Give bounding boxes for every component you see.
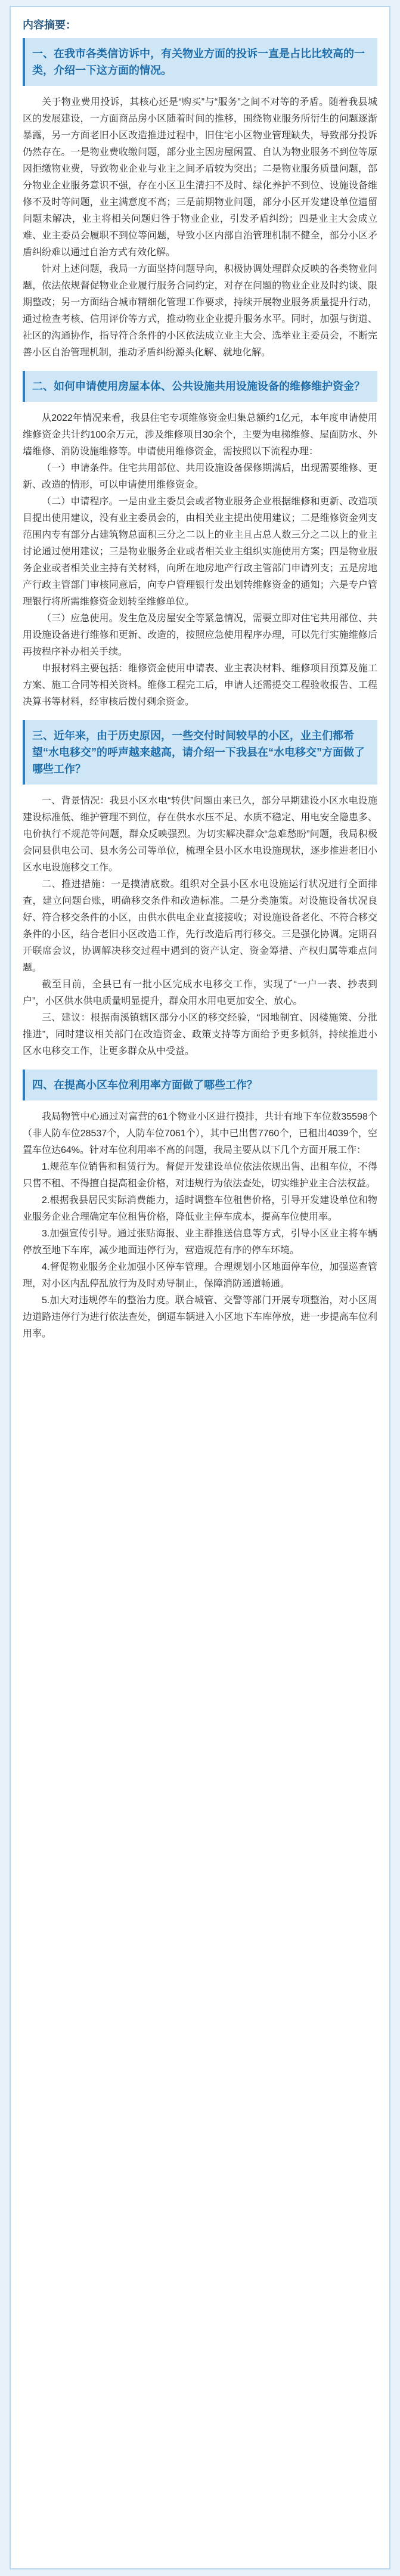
summary-label: 内容摘要： (23, 19, 76, 31)
content-card (10, 6, 390, 2569)
paragraph: 3.加强宣传引导。通过张贴海报、业主群推送信息等方式，引导小区业主将车辆停放至地下车库，减少地面违停行为，营造规范有序的停车环境。 (23, 1229, 377, 1256)
paragraph: 关于物业费用投诉，其核心还是“购买”与“服务”之间不对等的矛盾。随着我县城区的发展建设，一方面商品房小区随着时间的推移，围绕物业服务所衍生的问题逐渐暴露，另一方面老旧小区改造推进过程中，旧住宅小区物业管理缺失，导致部分投诉仍然存在。一是物业费收缴问题，部分业主因房屋闲置、自认为物业服务不到位等原因拒缴物业费，导致物业企业与业主之间矛盾较为突出；二是物业服务质量问题，部分物业企业服务意识不强，存在小区卫生清扫不及时、绿化养护不到位、设施设备维修不及时等问题，业主满意度不高；三是前期物业问题，部分小区开发建设单位遗留问题未解决，业主将相关问题归咎于物业企业，引发矛盾纠纷；四是业主大会成立难、业主委员会履职不到位等问题，导致小区内部自治管理机制不健全，部分小区矛盾纠纷难以通过自治方式有效化解。 (23, 97, 377, 258)
paragraph: （三）应急使用。发生危及房屋安全等紧急情况，需要立即对住宅共用部位、共用设施设备进行维修和更新、改造的，按照应急使用程序办理，可以先行实施维修后再按程序补办相关手续。 (23, 613, 377, 657)
paragraph: 一、背景情况：我县小区水电“转供”问题由来已久，部分早期建设小区水电设施建设标准低、维护管理不到位，存在供水水压不足、水质不稳定、用电安全隐患多、电价执行不规范等问题，群众反映强烈。为切实解决群众“急难愁盼”问题，我局积极会同县供电公司、县水务公司等单位，梳理全县小区水电设施现状，逐步推进老旧小区水电设施移交工作。 (23, 796, 377, 873)
section-heading: 四、在提高小区车位利用率方面做了哪些工作？ (23, 1070, 377, 1101)
paragraph: 1.规范车位销售和租赁行为。督促开发建设单位依法依规出售、出租车位，不得只售不租、不得擅自提高租金价格，对违规行为依法查处，切实维护业主合法权益。 (23, 1162, 377, 1189)
section-heading: 一、在我市各类信访诉中，有关物业方面的投诉一直是占比比较高的一类，介绍一下这方面的情况。 (23, 38, 377, 86)
paragraph: 二、推进措施：一是摸清底数。组织对全县小区水电设施运行状况进行全面排查，建立问题台账，明确移交条件和改造标准。二是分类施策。对设施设备状况良好、符合移交条件的小区，由供水供电企业直接接收；对设施设备老化、不符合移交条件的小区，结合老旧小区改造工作，先行改造后再行移交。三是强化协调。定期召开联席会议，协调解决移交过程中遇到的资产认定、资金筹措、产权归属等难点问题。 (23, 879, 377, 973)
paragraph: 针对上述问题，我局一方面坚持问题导向，积极协调处理群众反映的各类物业问题，依法依规督促物业企业履行服务合同约定，对存在问题的物业企业及时约谈、限期整改；另一方面结合城市精细化管理工作要求，持续开展物业服务质量提升行动，通过检查考核、信用评价等方式，推动物业企业提升服务水平。同时，加强与街道、社区的沟通协作，指导符合条件的小区依法成立业主大会、选举业主委员会，不断完善小区自治管理机制，推动矛盾纠纷源头化解、就地化解。 (23, 264, 377, 358)
paragraph: （一）申请条件。住宅共用部位、共用设施设备保修期满后，出现需要维修、更新、改造的情形，可以申请使用维修资金。 (23, 463, 377, 490)
paragraph: 截至目前，全县已有一批小区完成水电移交工作，实现了“一户一表、抄表到户”，小区供水供电质量明显提升，群众用水用电更加安全、放心。 (23, 979, 377, 1006)
paragraph: 2.根据我县居民实际消费能力，适时调整车位租售价格，引导开发建设单位和物业服务企业合理确定车位租售价格，降低业主停车成本，提高车位使用率。 (23, 1195, 377, 1222)
section-heading: 二、如何申请使用房屋本体、公共设施共用设施设备的维修维护资金？ (23, 371, 377, 402)
section-heading: 三、近年来，由于历史原因，一些交付时间较早的小区，业主们都希望“水电移交”的呼声越来越高，请介绍一下我县在“水电移交”方面做了哪些工作？ (23, 720, 377, 785)
paragraph: 从2022年情况来看，我县住宅专项维修资金归集总额约1亿元，本年度申请使用维修资金共计约100余万元，涉及维修项目30余个，主要为电梯维修、屋面防水、外墙维修、消防设施维修等。申请使用维修资金，需按照以下流程办理： (23, 413, 377, 457)
paragraph: 三、建议：根据南溪镇辖区部分小区的移交经验，“因地制宜、因楼施策、分批推进”，同时建议相关部门在改造资金、政策支持等方面给予更多倾斜，持续推进小区水电移交工作，让更多群众从中受益。 (23, 1013, 377, 1056)
paragraph: 5.加大对违规停车的整治力度。联合城管、交警等部门开展专项整治，对小区周边道路违停行为进行依法查处，倒逼车辆进入小区地下车库停放，进一步提高车位利用率。 (23, 1295, 377, 1339)
paragraph: 申报材料主要包括：维修资金使用申请表、业主表决材料、维修项目预算及施工方案、施工合同等相关资料。维修工程完工后，申请人还需提交工程验收报告、工程决算书等材料，经审核后拨付剩余资金。 (23, 664, 377, 707)
paragraph: 4.督促物业服务企业加强小区停车管理。合理规划小区地面停车位，加强巡查管理，对小区内乱停乱放行为及时劝导制止，保障消防通道畅通。 (23, 1262, 377, 1289)
paragraph: 我局物管中心通过对富营的61个物业小区进行摸排，共计有地下车位数35598个（非人防车位28537个，人防车位7061个），其中已出售7760个，已租出4039个，空置车位达64%。针对车位利用率不高的问题，我局主要从以下几个方面开展工作： (23, 1112, 377, 1155)
paragraph: （二）申请程序。一是由业主委员会或者物业服务企业根据维修和更新、改造项目提出使用建议，没有业主委员会的，由相关业主提出使用建议；二是维修资金列支范围内专有部分占建筑物总面积三分之二以上的业主且占总人数三分之二以上的业主讨论通过使用建议；三是物业服务企业或者相关业主组织实施使用方案；四是物业服务企业或者相关业主持有关材料，向所在地房地产行政主管部门申请列支；五是房地产行政主管部门审核同意后，向专户管理银行发出划转维修资金的通知；六是专户管理银行将所需维修资金划转至维修单位。 (23, 497, 377, 607)
